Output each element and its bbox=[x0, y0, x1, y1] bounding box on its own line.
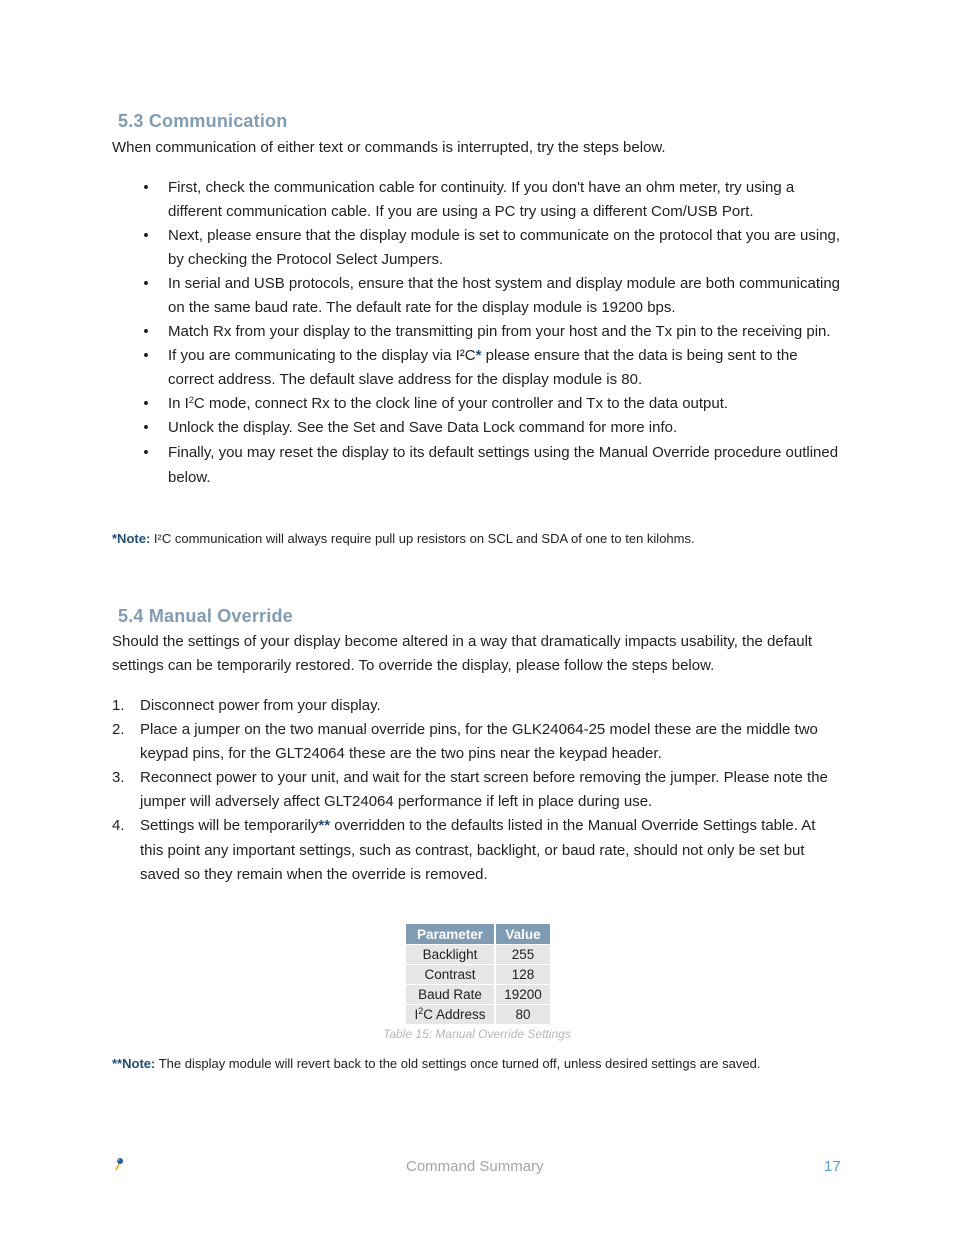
communication-note: *Note: I²C communication will always require pull up resistors on SCL and SDA of one to ten kilohms. bbox=[112, 531, 695, 546]
list-item: • Match Rx from your display to the transmitting pin from your host and the Tx pin to the receiving pin. bbox=[112, 320, 842, 344]
bullet-icon: • bbox=[143, 419, 149, 436]
bullet-icon: • bbox=[143, 444, 149, 461]
list-item: 1. Disconnect power from your display. bbox=[112, 697, 381, 714]
table-header-parameter: Parameter bbox=[406, 924, 494, 945]
bullet-icon: • bbox=[143, 227, 149, 244]
list-item: 2. Place a jumper on the two manual override pins, for the GLK24064-25 model these are the middle two keypad pins, for the GLT24064 these are the two pins near the keypad header. bbox=[112, 721, 818, 762]
list-item: 4. Settings will be temporarily** overridden to the defaults listed in the Manual Override Settings table. At this point any important settings, such as contrast, backlight, or baud rate, should not only be set but saved so they remain when the override is removed. bbox=[112, 817, 816, 883]
table-caption: Table 15: Manual Override Settings bbox=[383, 1027, 571, 1041]
manual-override-note: **Note: The display module will revert back to the old settings once turned off, unless desired settings are saved. bbox=[112, 1056, 761, 1071]
section-heading-manual-override: 5.4 Manual Override bbox=[118, 606, 293, 626]
section-heading-communication: 5.3 Communication bbox=[118, 111, 288, 131]
table-row: Backlight 255 bbox=[406, 945, 550, 965]
bullet-icon: • bbox=[143, 323, 149, 340]
company-logo-icon bbox=[114, 1156, 126, 1172]
list-item: 3. Reconnect power to your unit, and wait for the start screen before removing the jumper. Please note the jumper will adversely affect GLT24064 performance if left in place during use. bbox=[112, 769, 828, 810]
note-label: **Note: bbox=[112, 1056, 156, 1071]
list-item: • Unlock the display. See the Set and Save Data Lock command for more info. bbox=[112, 416, 842, 440]
list-item: • First, check the communication cable for continuity. If you don't have an ohm meter, try using a different communication cable. If you are using a PC try using a different Com/USB Port. bbox=[112, 176, 842, 224]
bullet-icon: • bbox=[143, 347, 149, 364]
list-item: • In serial and USB protocols, ensure that the host system and display module are both communicating on the same baud rate. The default rate for the display module is 19200 bps. bbox=[112, 272, 842, 320]
list-item: • In $I^2C$ mode, connect Rx to the clock line of your controller and Tx to the data output. bbox=[112, 392, 842, 416]
list-item: • If you are communicating to the display via I²C* please ensure that the data is being sent to the correct address. The default slave address for the display module is 80. bbox=[112, 344, 842, 392]
table-row: Contrast 128 bbox=[406, 965, 550, 985]
bullet-icon: • bbox=[143, 179, 149, 196]
list-item: • Next, please ensure that the display module is set to communicate on the protocol that you are using, by checking the Protocol Select Jumpers. bbox=[112, 224, 842, 272]
communication-intro: When communication of either text or commands is interrupted, try the steps below. bbox=[112, 139, 666, 156]
manual-override-settings-table bbox=[404, 924, 552, 1025]
bullet-icon: • bbox=[143, 275, 149, 292]
table-header-row bbox=[406, 924, 550, 945]
bullet-icon: • bbox=[143, 395, 149, 412]
communication-bullet-list bbox=[112, 176, 842, 490]
table-row: $I^2C$ Address 80 bbox=[406, 1005, 550, 1025]
manual-override-intro: Should the settings of your display become altered in a way that dramatically impacts usability, the default settings can be temporarily restored. To override the display, please follow the steps below. bbox=[112, 633, 813, 674]
footer-title: Command Summary bbox=[406, 1158, 544, 1175]
page-number: 17 bbox=[824, 1158, 841, 1175]
manual-override-steps bbox=[112, 694, 842, 888]
table-header-value: Value bbox=[496, 924, 550, 945]
note-label: *Note: bbox=[112, 531, 151, 546]
list-item: • Finally, you may reset the display to its default settings using the Manual Override procedure outlined below. bbox=[112, 440, 842, 490]
table-row: Baud Rate 19200 bbox=[406, 985, 550, 1005]
